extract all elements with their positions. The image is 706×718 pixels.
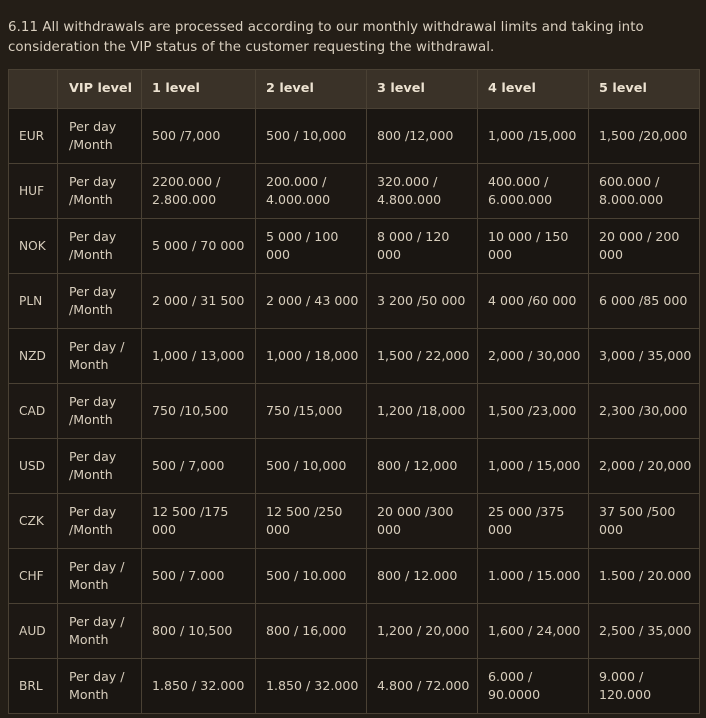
table-row bbox=[9, 109, 700, 164]
limit-cell-level-4: 1,000 /15,000 bbox=[478, 109, 589, 164]
limit-cell-level-5: 3,000 / 35,000 bbox=[589, 329, 700, 384]
limit-cell-level-4: 1,500 /23,000 bbox=[478, 384, 589, 439]
limit-cell-level-2: 1,000 / 18,000 bbox=[256, 329, 367, 384]
limit-cell-level-2: 200.000 / 4.000.000 bbox=[256, 164, 367, 219]
period-cell: Per day /Month bbox=[58, 384, 142, 439]
limit-cell-level-1: 1.850 / 32.000 bbox=[142, 659, 256, 714]
limit-cell-level-3: 8 000 / 120 000 bbox=[367, 219, 478, 274]
header-level-2: 2 level bbox=[256, 70, 367, 109]
currency-cell: HUF bbox=[9, 164, 58, 219]
limit-cell-level-4: 2,000 / 30,000 bbox=[478, 329, 589, 384]
limit-cell-level-1: 500 / 7.000 bbox=[142, 549, 256, 604]
period-cell: Per day /Month bbox=[58, 494, 142, 549]
limit-cell-level-4: 6.000 / 90.0000 bbox=[478, 659, 589, 714]
table-row bbox=[9, 274, 700, 329]
limit-cell-level-1: 2 000 / 31 500 bbox=[142, 274, 256, 329]
table-row bbox=[9, 329, 700, 384]
currency-cell: CZK bbox=[9, 494, 58, 549]
limit-cell-level-3: 800 / 12.000 bbox=[367, 549, 478, 604]
table-header-row bbox=[9, 70, 700, 109]
currency-cell: NZD bbox=[9, 329, 58, 384]
table-row bbox=[9, 439, 700, 494]
currency-cell: PLN bbox=[9, 274, 58, 329]
limit-cell-level-2: 500 / 10,000 bbox=[256, 109, 367, 164]
period-cell: Per day /Month bbox=[58, 219, 142, 274]
limit-cell-level-2: 12 500 /250 000 bbox=[256, 494, 367, 549]
currency-cell: BRL bbox=[9, 659, 58, 714]
table-row bbox=[9, 164, 700, 219]
limit-cell-level-1: 500 /7,000 bbox=[142, 109, 256, 164]
intro-paragraph: 6.11 All withdrawals are processed according to our monthly withdrawal limits and taking into consideration the VIP status of the customer requesting the withdrawal. bbox=[8, 20, 644, 56]
limit-cell-level-5: 1.500 / 20.000 bbox=[589, 549, 700, 604]
limit-cell-level-2: 2 000 / 43 000 bbox=[256, 274, 367, 329]
limit-cell-level-3: 20 000 /300 000 bbox=[367, 494, 478, 549]
limit-cell-level-4: 1.000 / 15.000 bbox=[478, 549, 589, 604]
table-row bbox=[9, 494, 700, 549]
limit-cell-level-3: 320.000 / 4.800.000 bbox=[367, 164, 478, 219]
period-cell: Per day / Month bbox=[58, 549, 142, 604]
period-cell: Per day / Month bbox=[58, 604, 142, 659]
limit-cell-level-1: 500 / 7,000 bbox=[142, 439, 256, 494]
limit-cell-level-5: 6 000 /85 000 bbox=[589, 274, 700, 329]
table-row bbox=[9, 659, 700, 714]
period-cell: Per day /Month bbox=[58, 164, 142, 219]
limit-cell-level-3: 1,500 / 22,000 bbox=[367, 329, 478, 384]
currency-cell: NOK bbox=[9, 219, 58, 274]
limit-cell-level-4: 25 000 /375 000 bbox=[478, 494, 589, 549]
currency-cell: CAD bbox=[9, 384, 58, 439]
table-body bbox=[9, 109, 700, 714]
header-vip-level: VIP level bbox=[58, 70, 142, 109]
table-row bbox=[9, 549, 700, 604]
limit-cell-level-5: 2,500 / 35,000 bbox=[589, 604, 700, 659]
limit-cell-level-1: 2200.000 / 2.800.000 bbox=[142, 164, 256, 219]
limit-cell-level-2: 750 /15,000 bbox=[256, 384, 367, 439]
period-cell: Per day /Month bbox=[58, 274, 142, 329]
limit-cell-level-3: 1,200 / 20,000 bbox=[367, 604, 478, 659]
currency-cell: EUR bbox=[9, 109, 58, 164]
limit-cell-level-5: 600.000 / 8.000.000 bbox=[589, 164, 700, 219]
limit-cell-level-2: 500 / 10,000 bbox=[256, 439, 367, 494]
currency-cell: CHF bbox=[9, 549, 58, 604]
table-row bbox=[9, 604, 700, 659]
limit-cell-level-5: 37 500 /500 000 bbox=[589, 494, 700, 549]
header-level-3: 3 level bbox=[367, 70, 478, 109]
limit-cell-level-2: 800 / 16,000 bbox=[256, 604, 367, 659]
period-cell: Per day / Month bbox=[58, 659, 142, 714]
limit-cell-level-1: 5 000 / 70 000 bbox=[142, 219, 256, 274]
limit-cell-level-2: 1.850 / 32.000 bbox=[256, 659, 367, 714]
limit-cell-level-3: 1,200 /18,000 bbox=[367, 384, 478, 439]
table-row bbox=[9, 219, 700, 274]
limit-cell-level-4: 400.000 / 6.000.000 bbox=[478, 164, 589, 219]
limit-cell-level-4: 4 000 /60 000 bbox=[478, 274, 589, 329]
limit-cell-level-3: 3 200 /50 000 bbox=[367, 274, 478, 329]
header-currency bbox=[9, 70, 58, 109]
limit-cell-level-5: 2,300 /30,000 bbox=[589, 384, 700, 439]
limit-cell-level-5: 1,500 /20,000 bbox=[589, 109, 700, 164]
limit-cell-level-5: 20 000 / 200 000 bbox=[589, 219, 700, 274]
limit-cell-level-3: 4.800 / 72.000 bbox=[367, 659, 478, 714]
limit-cell-level-4: 1,000 / 15,000 bbox=[478, 439, 589, 494]
withdrawal-limits-table bbox=[8, 69, 700, 714]
limit-cell-level-1: 12 500 /175 000 bbox=[142, 494, 256, 549]
limit-cell-level-3: 800 / 12,000 bbox=[367, 439, 478, 494]
header-level-1: 1 level bbox=[142, 70, 256, 109]
table-row bbox=[9, 384, 700, 439]
currency-cell: USD bbox=[9, 439, 58, 494]
limit-cell-level-4: 10 000 / 150 000 bbox=[478, 219, 589, 274]
limit-cell-level-5: 2,000 / 20,000 bbox=[589, 439, 700, 494]
limit-cell-level-3: 800 /12,000 bbox=[367, 109, 478, 164]
header-level-4: 4 level bbox=[478, 70, 589, 109]
limit-cell-level-1: 1,000 / 13,000 bbox=[142, 329, 256, 384]
limit-cell-level-4: 1,600 / 24,000 bbox=[478, 604, 589, 659]
currency-cell: AUD bbox=[9, 604, 58, 659]
limit-cell-level-2: 5 000 / 100 000 bbox=[256, 219, 367, 274]
limit-cell-level-5: 9.000 / 120.000 bbox=[589, 659, 700, 714]
limit-cell-level-1: 750 /10,500 bbox=[142, 384, 256, 439]
period-cell: Per day / Month bbox=[58, 329, 142, 384]
limit-cell-level-2: 500 / 10.000 bbox=[256, 549, 367, 604]
period-cell: Per day /Month bbox=[58, 439, 142, 494]
period-cell: Per day /Month bbox=[58, 109, 142, 164]
header-level-5: 5 level bbox=[589, 70, 700, 109]
limit-cell-level-1: 800 / 10,500 bbox=[142, 604, 256, 659]
